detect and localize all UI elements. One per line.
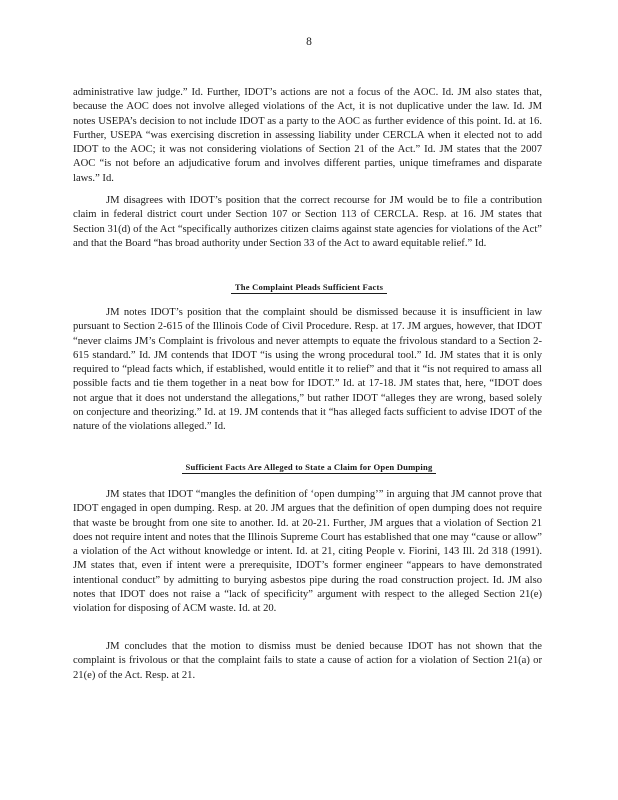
- paragraph-aoc: [73, 86, 542, 186]
- paragraph-cercla: [73, 194, 542, 251]
- heading-text: The Complaint Pleads Sufficient Facts: [231, 282, 387, 294]
- paragraph-text: JM notes IDOT’s position that the complaint should be dismissed because it is insufficient in law pursuant to Section 2-615 of the Illinois Code of Civil Procedure. Resp. at 17. JM argues, however, that IDOT “never claims JM’s Complaint is frivolous and never attempts to equate the frivolous standard to a Section 2-615 standard.” Id. JM contends that IDOT “is using the wrong procedural tool.” Id. JM states that it is only required to “plead facts which, if established, would entitle it to relief” and that it “is not required to amass all possible facts and tie them together in a neat bow for IDOT.” Id. at 17-18. JM states that, here, “IDOT does not argue that it does not understand the allegations,” but rather IDOT “alleges they are wrong, based solely on conjecture and theorizing.” Id. at 19. JM contends that it “has alleged facts sufficient to advise IDOT of the nature of the violations alleged.” Id.: [73, 307, 542, 433]
- section-heading: [0, 282, 618, 294]
- paragraph-text: JM concludes that the motion to dismiss must be denied because IDOT has not shown that the complaint is frivolous or that the complaint fails to state a cause of action for a violation of Section 21(a) or 21(e) of the Act. Resp. at 21.: [73, 641, 542, 681]
- paragraph-text: JM disagrees with IDOT’s position that the correct recourse for JM would be to file a contribution claim in federal district court under Section 107 or Section 113 of CERCLA. Resp. at 16. JM states that Section 31(d) of the Act “specifically authorizes citizen claims against state agencies for violations of the Act” and that the Board “has broad authority under Section 33 of the Act to award equitable relief.” Id.: [73, 195, 542, 249]
- paragraph-text: administrative law judge.” Id. Further, IDOT’s actions are not a focus of the AOC. Id. JM also states that, because the AOC does not involve alleged violations of the Act, it is not duplicative under the law. Id. JM notes USEPA’s decision to not include IDOT as a party to the AOC as further evidence of this point. Id. at 16. Further, USEPA “was exercising discretion in assessing liability under CERCLA when it elected not to add IDOT to the AOC; it was not considering violations of Section 21 of the Act.” Id. JM states that the 2007 AOC “is not before an adjudicative forum and involves different parties, unique timeframes and disparate laws.” Id.: [73, 87, 542, 184]
- section-heading: [0, 462, 618, 474]
- heading-text: Sufficient Facts Are Alleged to State a Claim for Open Dumping: [182, 462, 437, 474]
- paragraph-text: JM states that IDOT “mangles the definition of ‘open dumping’” in arguing that JM cannot prove that IDOT engaged in open dumping. Resp. at 20. JM argues that the definition of open dumping does not require that waste be brought from one site to another. Id. at 20-21. Further, JM argues that a violation of Section 21 does not require intent and notes that the Illinois Supreme Court has established that one may “cause or allow” a violation of the Act without knowledge or intent. Id. at 21, citing People v. Fiorini, 143 Ill. 2d 318 (1991). JM states that, even if intent were a prerequisite, IDOT’s former engineer “appears to have demonstrated intentional conduct” by admitting to burying asbestos pipe during the road construction project. Id. JM also notes that IDOT does not raise a “lack of specificity” argument with respect to the alleged Section 21(e) violation for disposing of ACM waste. Id. at 20.: [73, 489, 542, 615]
- paragraph-sufficiency: [73, 306, 542, 435]
- page-number: 8: [306, 36, 312, 48]
- paragraph-conclusion: [73, 640, 542, 683]
- paragraph-open-dumping: [73, 488, 542, 617]
